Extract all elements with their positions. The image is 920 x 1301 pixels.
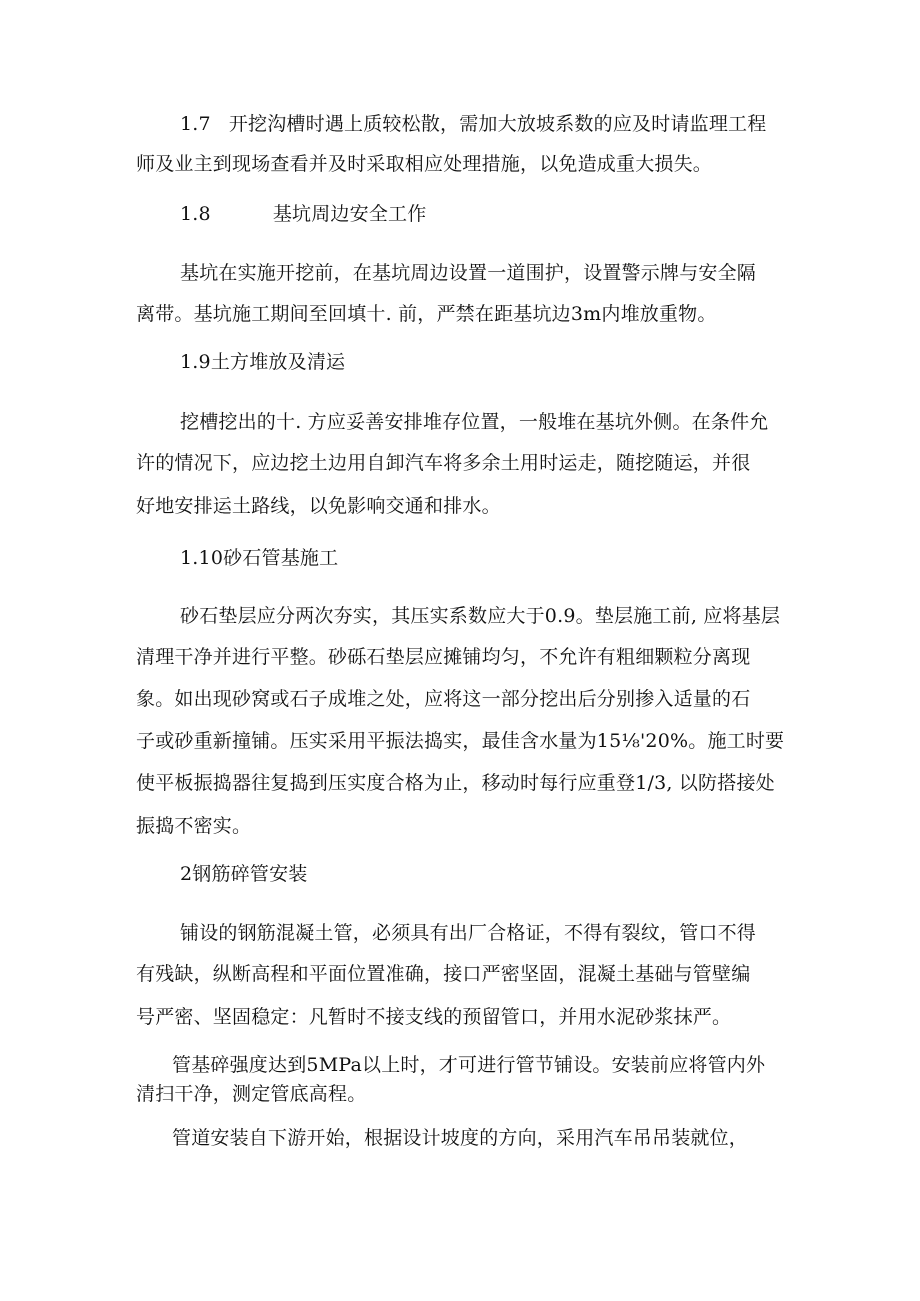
section-2-p1-line-1: 铺设的钢筋混凝土管，必须具有出厂合格证，不得有裂纹，管口不得 bbox=[180, 922, 757, 944]
section-1-10-line-3: 象。如出现砂窝或石子成堆之处，应将这一部分挖出后分别掺入适量的石 bbox=[136, 688, 751, 710]
section-title: 基坑周边安全工作 bbox=[272, 203, 427, 225]
section-1-10-heading: 1.10砂石管基施工 bbox=[180, 547, 339, 569]
section-1-8-line-1: 基坑在实施开挖前，在基坑周边设置一道围护，设置警示牌与安全隔 bbox=[180, 262, 757, 284]
section-2-p2-line-2: 清扫干净，测定管底高程。 bbox=[136, 1083, 367, 1105]
section-1-8-heading bbox=[180, 202, 426, 226]
section-2-p1-line-3: 号严密、坚固稳定：凡暂时不接支线的预留管口，并用水泥砂浆抹严。 bbox=[136, 1006, 732, 1028]
section-1-9-line-3: 好地安排运土路线，以免影响交通和排水。 bbox=[136, 495, 501, 517]
section-2-p3-line-1: 管道安装自下游开始，根据设计坡度的方向，采用汽车吊吊装就位， bbox=[172, 1127, 749, 1149]
section-1-7-line-2: 师及业主到现场查看并及时采取相应处理措施，以免造成重大损失。 bbox=[136, 153, 713, 175]
section-2-p2-line-1: 管基碎强度达到5MPa以上时，才可进行管节铺设。安装前应将管内外 bbox=[172, 1054, 766, 1076]
section-1-10-line-5: 使平板振捣器往复捣到压实度合格为止，移动时每行应重登1/3, 以防搭接处 bbox=[136, 772, 775, 794]
section-1-10-line-1: 砂石垫层应分两次夯实，其压实系数应大于0.9。垫层施工前, 应将基层 bbox=[180, 605, 781, 627]
section-1-10-line-2: 清理干净并进行平整。砂砾石垫层应摊铺均匀，不允许有粗细颗粒分离现 bbox=[136, 646, 751, 668]
section-1-9-line-1: 挖槽挖出的十. 方应妥善安排堆存位置，一般堆在基坑外侧。在条件允 bbox=[180, 411, 769, 433]
section-1-10-line-4: 子或砂重新撞铺。压实采用平振法捣实，最佳含水量为15⅛'20%。施工时要 bbox=[136, 730, 785, 752]
section-2-heading: 2钢筋碎管安装 bbox=[180, 863, 308, 885]
section-number: 1.7 bbox=[180, 113, 211, 135]
section-1-9-heading: 1.9土方堆放及清运 bbox=[180, 351, 346, 373]
section-1-9-line-2: 许的情况下，应边挖土边用自卸汽车将多余土用时运走，随挖随运，并很 bbox=[136, 452, 751, 474]
section-1-10-line-6: 振捣不密实。 bbox=[136, 815, 252, 837]
section-number: 1.8 bbox=[180, 203, 211, 225]
paragraph-text: 开挖沟槽时遇上质较松散，需加大放坡系数的应及时请监理工程 bbox=[228, 113, 767, 135]
section-1-7-line-1 bbox=[180, 112, 766, 136]
section-1-8-line-2: 离带。基坑施工期间至回填十. 前，严禁在距基坑边3m内堆放重物。 bbox=[136, 303, 717, 325]
section-2-p1-line-2: 有残缺，纵断高程和平面位置准确，接口严密坚固，混凝土基础与管壁编 bbox=[136, 963, 751, 985]
